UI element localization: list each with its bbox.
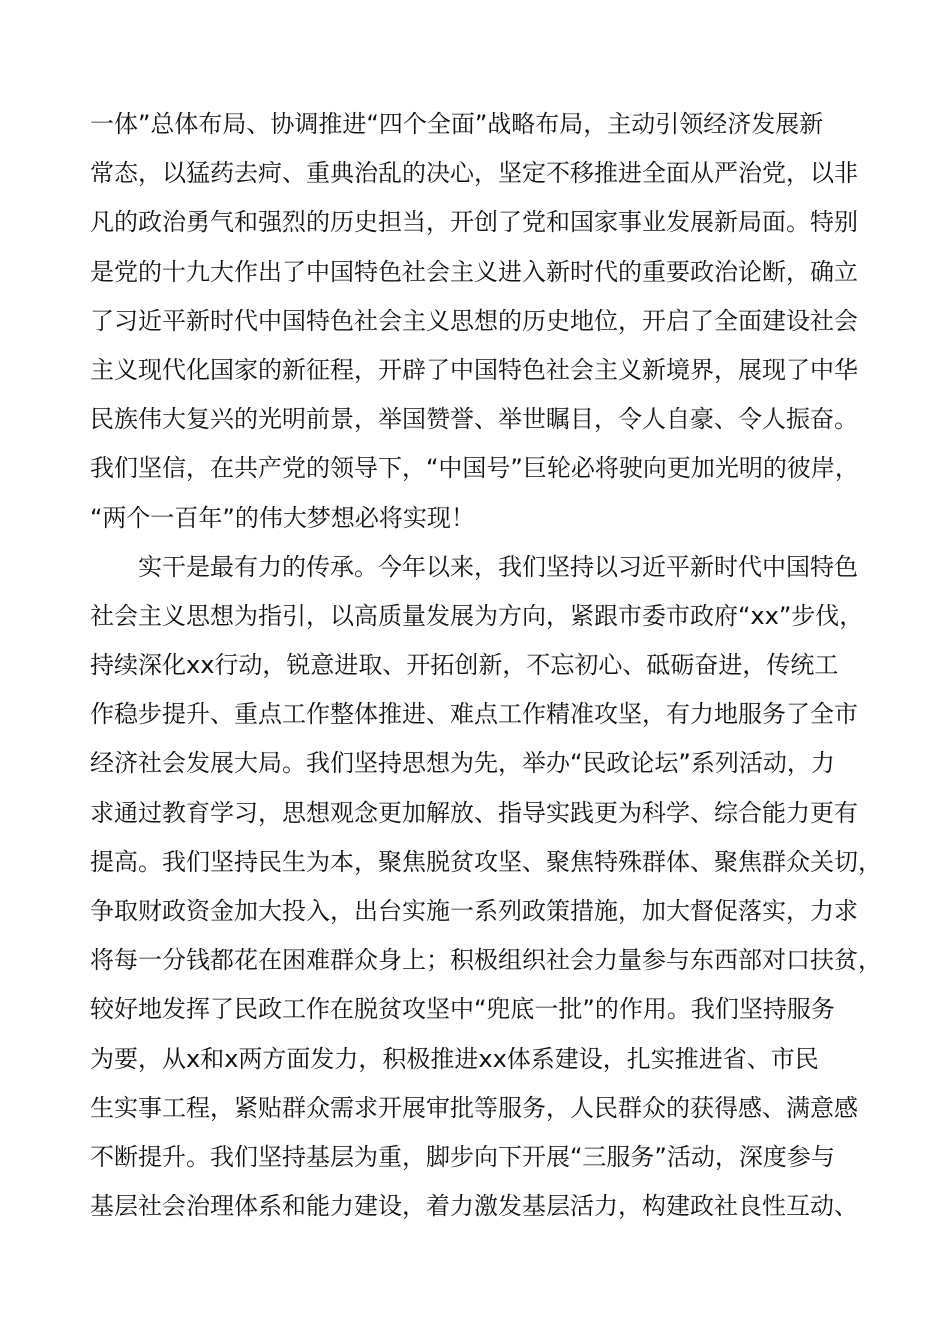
text-line: 实干是最有力的传承。今年以来，我们坚持以习近平新时代中国特色 [90,552,858,581]
text-line: 将每一分钱都花在困难群众身上；积极组织社会力量参与东西部对口扶贫， [90,946,882,975]
text-line: 了习近平新时代中国特色社会主义思想的历史地位，开启了全面建设社会 [90,306,858,335]
text-line: 一体”总体布局、协调推进“四个全面”战略布局，主动引领经济发展新 [90,110,824,138]
text-line: 主义现代化国家的新征程，开辟了中国特色社会主义新境界，展现了中华 [90,355,858,384]
body-text [90,100,880,1231]
text-line: 我们坚信，在共产党的领导下，“中国号”巨轮必将驶向更加光明的彼岸， [90,454,859,483]
text-line: 持续深化xx行动，锐意进取、开拓创新，不忘初心、砥砺奋进，传统工 [90,651,839,680]
text-line: 经济社会发展大局。我们坚持思想为先，举办“民政论坛”系列活动，力 [90,749,835,778]
text-line: 不断提升。我们坚持基层为重，脚步向下开展“三服务”活动，深度参与 [90,1142,835,1171]
text-line: 生实事工程，紧贴群众需求开展审批等服务，人民群众的获得感、满意感 [90,1093,858,1122]
text-line: 社会主义思想为指引，以高质量发展为方向，紧跟市委市政府“xx”步伐， [90,601,864,630]
text-line: 争取财政资金加大投入，出台实施一系列政策措施，加大督促落实，力求 [90,897,858,925]
text-line: 基层社会治理体系和能力建设，着力激发基层活力，构建政社良性互动、 [90,1192,858,1221]
text-line: 民族伟大复兴的光明前景，举国赞誉、举世瞩目，令人自豪、令人振奋。 [90,405,858,434]
text-line: 为要，从x和x两方面发力，积极推进xx体系建设，扎实推进省、市民 [90,1044,819,1073]
text-line: 凡的政治勇气和强烈的历史担当，开创了党和国家事业发展新局面。特别 [90,208,858,237]
text-line: 作稳步提升、重点工作整体推进、难点工作精准攻坚，有力地服务了全市 [90,700,858,729]
text-line: 是党的十九大作出了中国特色社会主义进入新时代的重要政治论断，确立 [90,257,858,286]
text-line: 求通过教育学习，思想观念更加解放、指导实践更为科学、综合能力更有 [90,798,858,827]
text-line: 较好地发挥了民政工作在脱贫攻坚中“兜底一批”的作用。我们坚持服务 [90,995,835,1024]
text-line: 提高。我们坚持民生为本，聚焦脱贫攻坚、聚焦特殊群体、聚焦群众关切， [90,847,882,876]
text-line: 常态，以猛药去疴、重典治乱的决心，坚定不移推进全面从严治党，以非 [90,159,858,188]
text-line: “两个一百年”的伟大梦想必将实现！ [90,503,475,532]
